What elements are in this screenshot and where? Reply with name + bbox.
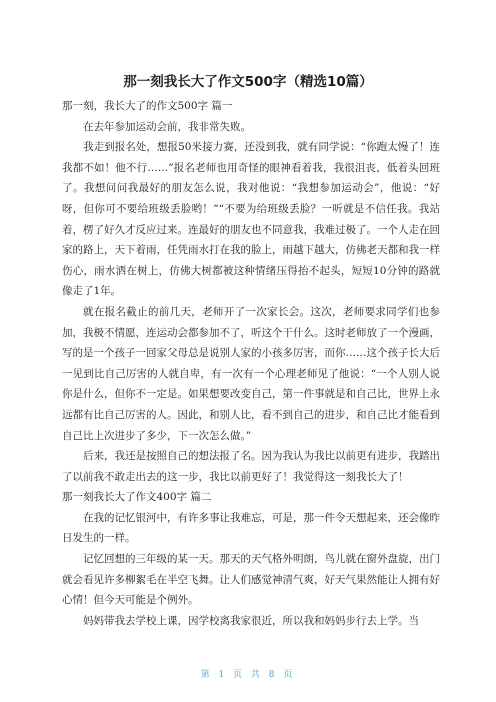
paragraph: 后来，我还是按照自己的想法报了名。因为我认为我比以前更有进步，我踏出了以前我不敢走出去的这一步，我比以前更好了！我觉得这一刻我长大了！ (62, 450, 440, 483)
page-footer: 第 1 页 共 8 页 (200, 670, 296, 680)
document-title: 那一刻我长大了作文500字（精选10篇） (123, 74, 373, 90)
paragraph: 在去年参加运动会前，我非常失败。 (83, 120, 251, 133)
document-body (62, 96, 440, 631)
paragraph: 我走到报名处，想报50米接力赛，还没到我，就有同学说：“你跑太慢了！连我都不如！他不行……”报名老师也用奇怪的眼神看着我，我很沮丧，低着头回班了。我想问问我最好的朋友怎么说，我对他说：“我想参加运动会”，他说：“好呀，但你可不要给班级丢脸哟！”“不要为给班级丢脸？一听就是不信任我。我站着，楞了好久才反应过来。连最好的朋友也不同意我，我难过极了。一个人走在回家的路上，天下着雨，任凭雨水打在我的脸上，雨越下越大，仿佛老天都和我一样伤心，雨水洒在树上，仿佛大树都被这种情绪压得抬不起头，短短10分钟的路就像走了1年。 (62, 141, 440, 298)
section-heading-2: 那一刻我长大了作文400字 篇二 (62, 491, 212, 504)
paragraph: 在我的记忆银河中，有许多事让我难忘，可是，那一件令天想起来，还会像昨日发生的一样。 (62, 511, 440, 545)
section-heading-1: 那一刻，我长大了的作文500字 篇一 (62, 100, 233, 112)
paragraph: 记忆回想的三年级的某一天。那天的天气格外明朗，鸟儿就在窗外盘旋，出门就会看见许多柳絮毛在半空飞舞。让人们感觉神清气爽，好天气果然能让人拥有好心情！但今天可能是个例外。 (62, 553, 440, 607)
paragraph: 就在报名截止的前几天，老师开了一次家长会。这次，老师要求同学们也参加，我极不情愿，连运动会都参加不了，听这个干什么。这时老师放了一个漫画，写的是一个孩子一回家父母总是说别人家的小孩多厉害，而你……这个孩子长大后一见到比自己厉害的人就自卑，有一次有一个心理老师见了他说：“一个人别人说你是什么，但你不一定是。如果想要改变自己，第一件事就是和自己比，世界上永远都有比自己厉害的人。因此，和别人比，看不到自己的进步，和自己比才能看到自己比上次进步了多少，下一次怎么做。” (62, 305, 440, 442)
paragraph: 妈妈带我去学校上课，因学校离我家很近，所以我和妈妈步行去上学。当 (83, 614, 419, 627)
